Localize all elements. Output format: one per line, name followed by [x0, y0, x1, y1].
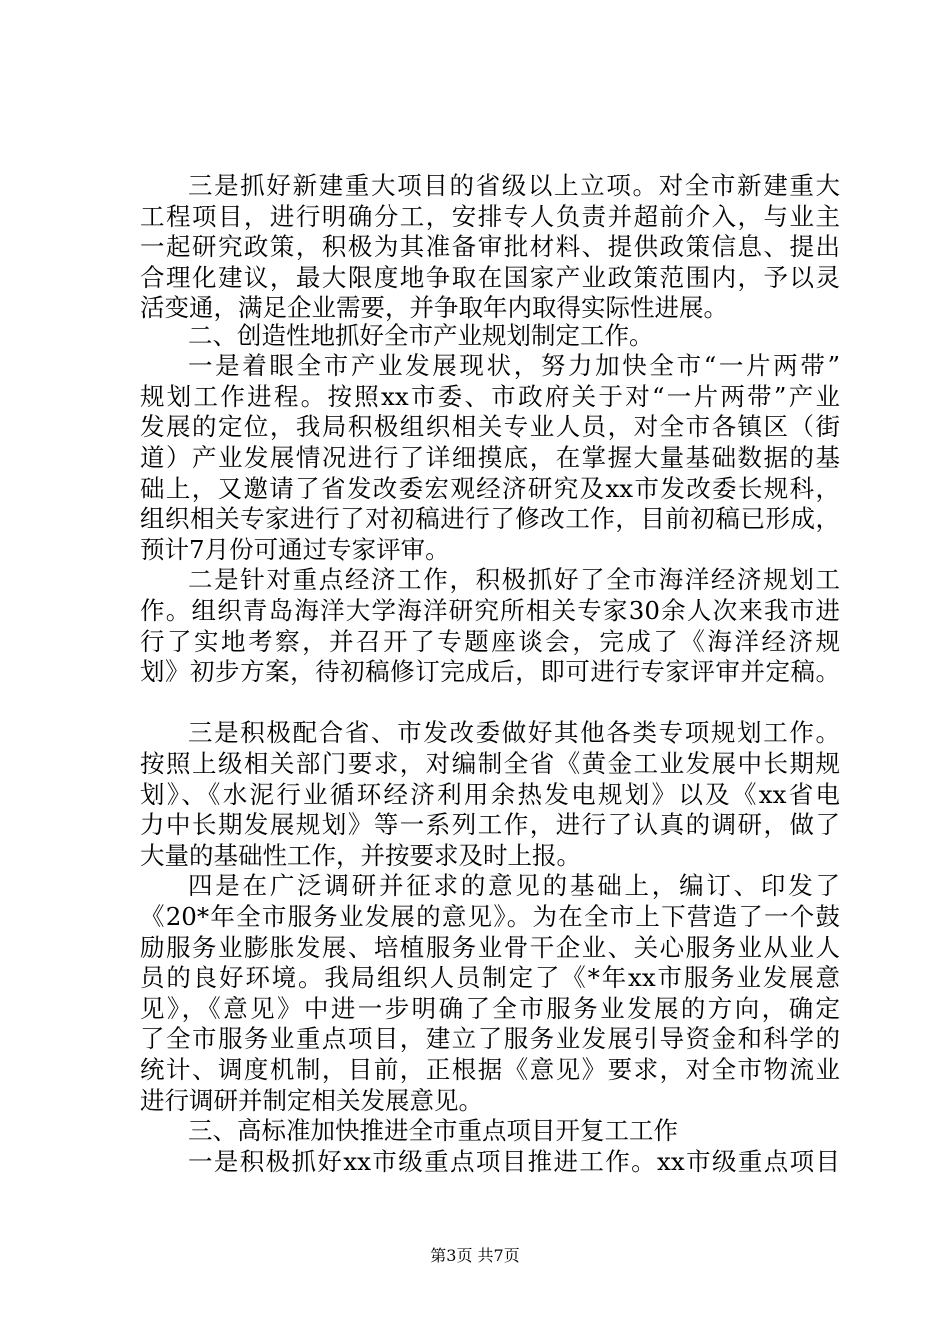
- paragraph-line: 一起研究政策，积极为其准备审批材料、提供政策信息、提出: [140, 232, 840, 261]
- paragraph-line: 按照上级相关部门要求，对编制全省《黄金工业发展中长期规: [140, 749, 840, 778]
- paragraph-line: 一是积极抓好xx市级重点项目推进工作。xx市级重点项目: [188, 1147, 840, 1176]
- paragraph-line: 活变通，满足企业需要，并争取年内取得实际性进展。: [140, 293, 728, 322]
- page-number-footer: 第3页 共7页: [430, 1246, 520, 1265]
- paragraph-line: 励服务业膨胀发展、培植服务业骨干企业、关心服务业从业人: [140, 933, 840, 962]
- paragraph-line: 组织相关专家进行了对初稿进行了修改工作，目前初稿已形成，: [140, 504, 840, 533]
- paragraph-line: 三是积极配合省、市发改委做好其他各类专项规划工作。: [188, 718, 840, 747]
- section-heading: 二、创造性地抓好全市产业规划制定工作。: [188, 321, 654, 350]
- paragraph-line: 员的良好环境。我局组织人员制定了《*年xx市服务业发展意: [140, 963, 840, 992]
- paragraph-line: 四是在广泛调研并征求的意见的基础上，编订、印发了: [188, 871, 840, 900]
- paragraph-line: 发展的定位，我局积极组织相关专业人员，对全市各镇区（街: [140, 412, 840, 441]
- paragraph-line: 统计、调度机制，目前，正根据《意见》要求，对全市物流业: [140, 1055, 840, 1084]
- paragraph-line: 《20*年全市服务业发展的意见》。为在全市上下营造了一个鼓: [140, 902, 840, 931]
- paragraph-line: 进行调研并制定相关发展意见。: [140, 1086, 483, 1115]
- paragraph-line: 二是针对重点经济工作，积极抓好了全市海洋经济规划工: [188, 565, 840, 594]
- paragraph-line: 力中长期发展规划》等一系列工作，进行了认真的调研，做了: [140, 810, 840, 839]
- paragraph-line: 划》、《水泥行业循环经济利用余热发电规划》以及《xx省电: [140, 780, 840, 809]
- paragraph-line: 础上，又邀请了省发改委宏观经济研究及xx市发改委长规科，: [140, 474, 840, 503]
- paragraph-line: 工程项目，进行明确分工，安排专人负责并超前介入，与业主: [140, 202, 840, 231]
- paragraph-line: 三是抓好新建重大项目的省级以上立项。对全市新建重大: [188, 171, 840, 200]
- paragraph-line: 规划工作进程。按照xx市委、市政府关于对“一片两带”产业: [140, 382, 840, 411]
- paragraph-line: 合理化建议，最大限度地争取在国家产业政策范围内，予以灵: [140, 263, 840, 292]
- section-heading: 三、高标准加快推进全市重点项目开复工工作: [188, 1116, 678, 1145]
- paragraph-line: 一是着眼全市产业发展现状，努力加快全市“一片两带”: [188, 351, 840, 380]
- paragraph-line: 预计7月份可通过专家评审。: [140, 535, 450, 564]
- paragraph-line: 道）产业发展情况进行了详细摸底，在掌握大量基础数据的基: [140, 443, 840, 472]
- paragraph-line: 行了实地考察，并召开了专题座谈会，完成了《海洋经济规: [140, 627, 840, 656]
- paragraph-line: 作。组织青岛海洋大学海洋研究所相关专家30余人次来我市进: [140, 596, 840, 625]
- paragraph-line: 划》初步方案，待初稿修订完成后，即可进行专家评审并定稿。: [140, 657, 840, 686]
- paragraph-line: 大量的基础性工作，并按要求及时上报。: [140, 841, 581, 870]
- paragraph-line: 了全市服务业重点项目，建立了服务业发展引导资金和科学的: [140, 1024, 840, 1053]
- paragraph-line: 见》，《意见》中进一步明确了全市服务业发展的方向，确定: [140, 994, 840, 1023]
